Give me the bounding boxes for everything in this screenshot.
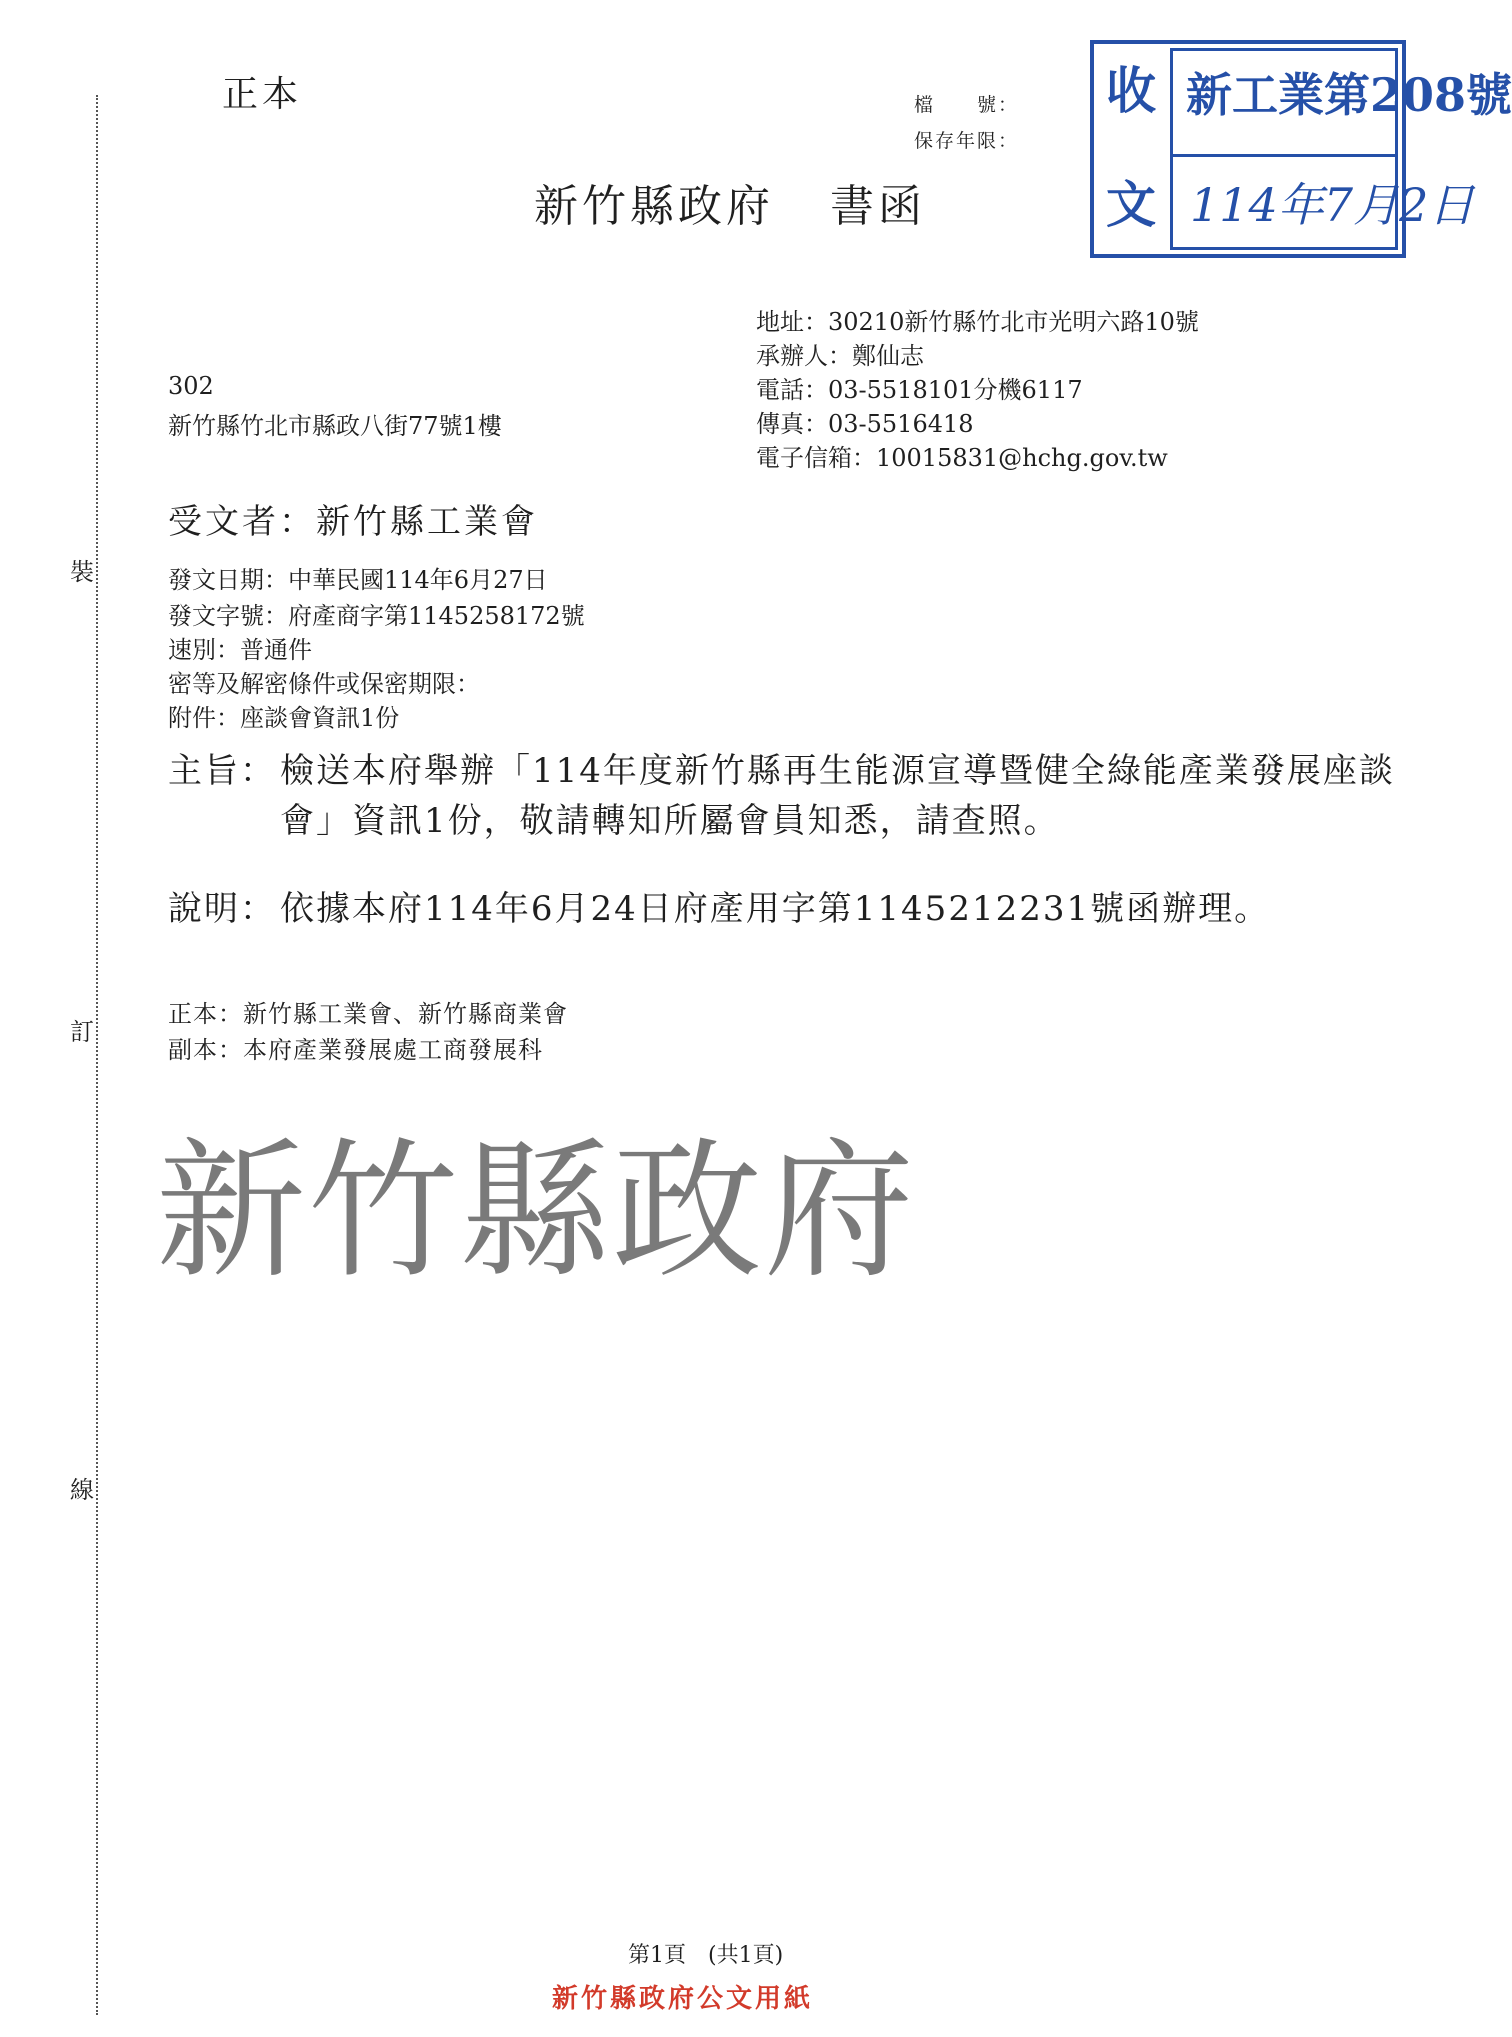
doc-type: 書函 bbox=[830, 181, 926, 232]
paper-name: 新竹縣政府公文用紙 bbox=[552, 1984, 814, 2014]
main-distribution: 正本：新竹縣工業會、新竹縣商業會 bbox=[168, 1000, 568, 1028]
contact-fax: 傳真：03-5516418 bbox=[756, 410, 974, 438]
stamp-receive-char: 收 bbox=[1106, 61, 1156, 120]
contact-address: 地址：30210新竹縣竹北市光明六路10號 bbox=[756, 308, 1199, 336]
copy-mark: 正本 bbox=[222, 74, 303, 115]
issue-date: 發文日期：中華民國114年6月27日 bbox=[168, 566, 548, 594]
binding-line bbox=[96, 95, 98, 2015]
contact-email: 電子信箱：10015831@hchg.gov.tw bbox=[756, 444, 1168, 472]
binding-mark-zhuang: 裝 bbox=[70, 558, 94, 586]
recipient: 受文者：新竹縣工業會 bbox=[168, 502, 538, 542]
stamp-number: 新工業第208號 bbox=[1186, 68, 1512, 122]
page-title bbox=[534, 170, 926, 234]
stamp-doc-char: 文 bbox=[1106, 175, 1156, 234]
receipt-stamp bbox=[1090, 40, 1512, 258]
subject-text: 檢送本府舉辦「114年度新竹縣再生能源宣導暨健全綠能產業發展座談會」資訊1份，敬請轉知所屬會員知悉，請查照。 bbox=[280, 751, 1395, 841]
page-number: 第1頁 (共1頁) bbox=[628, 1943, 784, 1968]
subject-label: 主旨： bbox=[168, 751, 276, 791]
file-no-label: 檔 號： bbox=[914, 94, 1020, 116]
mailing-postcode: 302 bbox=[168, 372, 214, 400]
stamp-date: 114年7月2日 bbox=[1190, 178, 1475, 232]
speed-class: 速別：普通件 bbox=[168, 636, 312, 664]
copy-distribution: 副本：本府產業發展處工商發展科 bbox=[168, 1036, 543, 1064]
agency-name: 新竹縣政府 bbox=[534, 181, 774, 232]
explanation-block bbox=[168, 884, 1438, 934]
binding-mark-ding: 訂 bbox=[70, 1018, 94, 1046]
mailing-address: 新竹縣竹北市縣政八街77號1樓 bbox=[168, 412, 502, 440]
retention-label: 保存年限： bbox=[914, 130, 1020, 152]
explanation-text: 依據本府114年6月24日府產用字第1145212231號函辦理。 bbox=[280, 889, 1271, 929]
security-class: 密等及解密條件或保密期限： bbox=[168, 670, 480, 698]
binding-mark-xian: 線 bbox=[70, 1476, 94, 1504]
contact-phone: 電話：03-5518101分機6117 bbox=[756, 376, 1083, 404]
contact-handler: 承辦人：鄭仙志 bbox=[756, 342, 924, 370]
issue-number: 發文字號：府產商字第1145258172號 bbox=[168, 602, 585, 630]
agency-seal: 新竹縣政府 bbox=[156, 1125, 917, 1299]
explanation-label: 說明： bbox=[168, 889, 276, 929]
subject-block bbox=[168, 746, 1438, 846]
attachment: 附件：座談會資訊1份 bbox=[168, 704, 400, 732]
